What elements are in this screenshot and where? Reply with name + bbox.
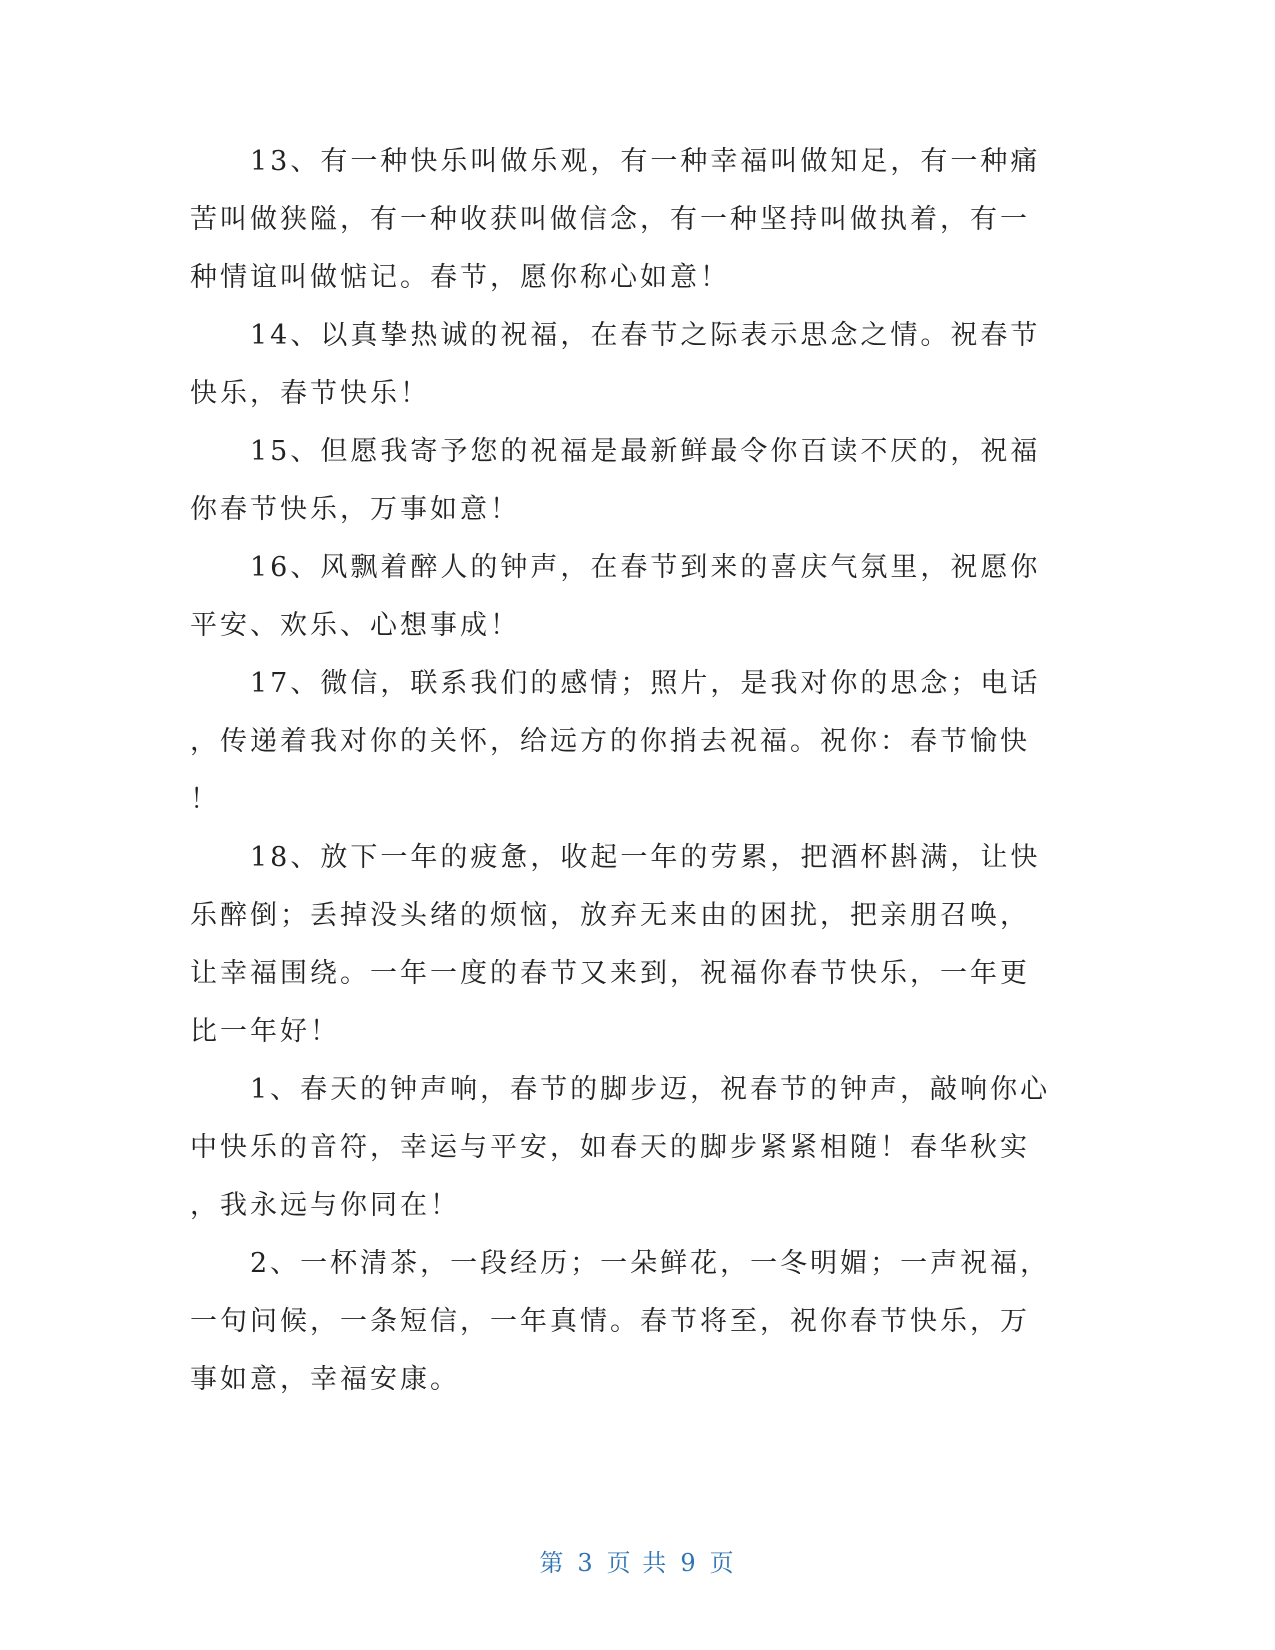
paragraph-1-line-2: 中快乐的音符，幸运与平安，如春天的脚步紧紧相随！春华秋实 bbox=[190, 1132, 1030, 1163]
footer-current-page: 3 bbox=[577, 1549, 595, 1577]
paragraph-18-line-3: 让幸福围绕。一年一度的春节又来到，祝福你春节快乐，一年更 bbox=[190, 958, 1030, 989]
paragraph-18-line-1: 18、放下一年的疲惫，收起一年的劳累，把酒杯斟满，让快 bbox=[250, 842, 1041, 873]
paragraph-13-line-3: 种情谊叫做惦记。春节，愿你称心如意！ bbox=[190, 262, 730, 293]
paragraph-17-line-3: ！ bbox=[190, 784, 220, 815]
page-number-footer bbox=[0, 1545, 1275, 1581]
paragraph-17-line-2: ，传递着我对你的关怀，给远方的你捎去祝福。祝你：春节愉快 bbox=[190, 726, 1030, 757]
paragraph-15-line-1: 15、但愿我寄予您的祝福是最新鲜最令你百读不厌的，祝福 bbox=[250, 436, 1041, 467]
footer-total-pages: 9 bbox=[680, 1549, 698, 1577]
paragraph-13-line-2: 苦叫做狭隘，有一种收获叫做信念，有一种坚持叫做执着，有一 bbox=[190, 204, 1030, 235]
paragraph-1-line-3: ，我永远与你同在！ bbox=[190, 1190, 460, 1221]
paragraph-2-line-3: 事如意，幸福安康。 bbox=[190, 1364, 460, 1395]
paragraph-15-line-2: 你春节快乐，万事如意！ bbox=[190, 494, 520, 525]
paragraph-14-line-2: 快乐，春节快乐！ bbox=[190, 378, 430, 409]
paragraph-17-line-1: 17、微信，联系我们的感情；照片，是我对你的思念；电话 bbox=[250, 668, 1041, 699]
paragraph-1-line-1: 1、春天的钟声响，春节的脚步迈，祝春节的钟声，敲响你心 bbox=[250, 1074, 1051, 1105]
paragraph-16-line-1: 16、风飘着醉人的钟声，在春节到来的喜庆气氛里，祝愿你 bbox=[250, 552, 1041, 583]
footer-middle: 页 共 bbox=[606, 1549, 669, 1577]
paragraph-18-line-4: 比一年好！ bbox=[190, 1016, 340, 1047]
footer-prefix: 第 bbox=[539, 1549, 566, 1577]
paragraph-18-line-2: 乐醉倒；丢掉没头绪的烦恼，放弃无来由的困扰，把亲朋召唤， bbox=[190, 900, 1030, 931]
paragraph-14-line-1: 14、以真挚热诚的祝福，在春节之际表示思念之情。祝春节 bbox=[250, 320, 1041, 351]
paragraph-2-line-1: 2、一杯清茶，一段经历；一朵鲜花，一冬明媚；一声祝福， bbox=[250, 1248, 1051, 1279]
paragraph-16-line-2: 平安、欢乐、心想事成！ bbox=[190, 610, 520, 641]
paragraph-2-line-2: 一句问候，一条短信，一年真情。春节将至，祝你春节快乐，万 bbox=[190, 1306, 1030, 1337]
paragraph-13-line-1: 13、有一种快乐叫做乐观，有一种幸福叫做知足，有一种痛 bbox=[250, 146, 1041, 177]
footer-suffix: 页 bbox=[709, 1549, 736, 1577]
